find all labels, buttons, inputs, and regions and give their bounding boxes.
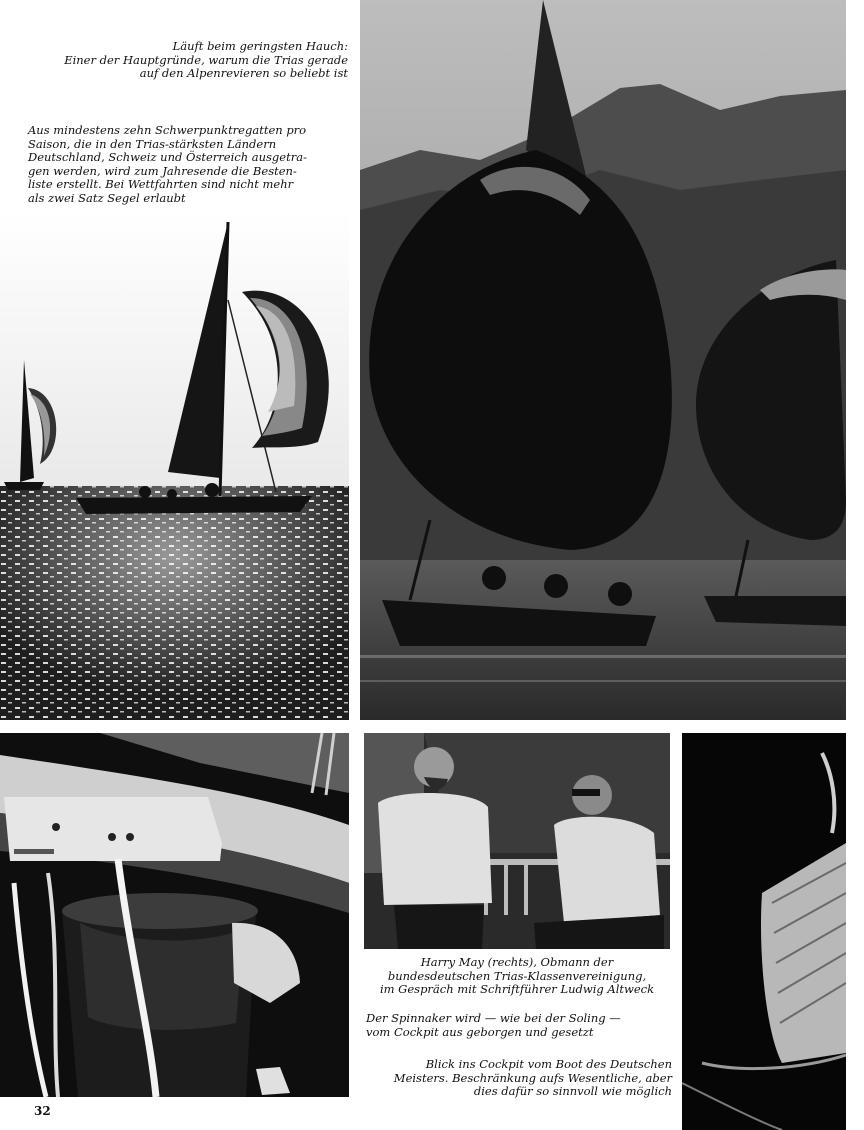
photo-cockpit-rope-bucket xyxy=(0,733,349,1097)
caption-line: Meisters. Beschränkung aufs Wesentliche, aber xyxy=(393,1070,672,1085)
caption-harry-may xyxy=(364,956,670,997)
caption-light-wind xyxy=(20,40,348,81)
page-number: 32 xyxy=(34,1104,51,1118)
caption-line: dies dafür so sinnvoll wie möglich xyxy=(473,1084,672,1098)
caption-line: Blick ins Cockpit vom Boot des Deutschen xyxy=(425,1057,672,1071)
photo-harry-may-ludwig-altweck xyxy=(364,733,670,949)
caption-line: vom Cockpit aus geborgen und gesetzt xyxy=(366,1024,594,1039)
caption-line: im Gespräch mit Schriftführer Ludwig Altweck xyxy=(379,982,655,996)
photo-boat-hull-detail xyxy=(682,733,846,1130)
caption-line: als zwei Satz Segel erlaubt xyxy=(28,190,186,205)
caption-line: Deutschland, Schweiz und Österreich ausgetra- xyxy=(28,150,307,164)
caption-line: gen werden, wird zum Jahresende die Besten- xyxy=(28,163,297,178)
caption-line: Saison, die in den Trias-stärksten Ländern xyxy=(28,136,277,151)
caption-line: liste erstellt. Bei Wettfahrten sind nicht mehr xyxy=(28,177,294,191)
photo-sailboats-sparkling-water xyxy=(0,210,349,720)
caption-cockpit xyxy=(366,1058,672,1099)
caption-line: Aus mindestens zehn Schwerpunktregatten pro xyxy=(28,123,307,137)
caption-line: bundesdeutschen Trias-Klassenvereinigung, xyxy=(387,968,647,983)
photo-spinnakers-alpine-lake xyxy=(360,0,846,720)
caption-line: Läuft beim geringsten Hauch: xyxy=(172,39,348,53)
caption-line: Harry May (rechts), Obmann der xyxy=(420,955,614,969)
caption-regatta-info xyxy=(28,124,348,205)
caption-line: auf den Alpenrevieren so beliebt ist xyxy=(139,66,348,80)
caption-line: Einer der Hauptgründe, warum die Trias gerade xyxy=(64,52,348,67)
caption-spinnaker xyxy=(366,1012,672,1039)
caption-line: Der Spinnaker wird — wie bei der Soling — xyxy=(366,1011,621,1025)
